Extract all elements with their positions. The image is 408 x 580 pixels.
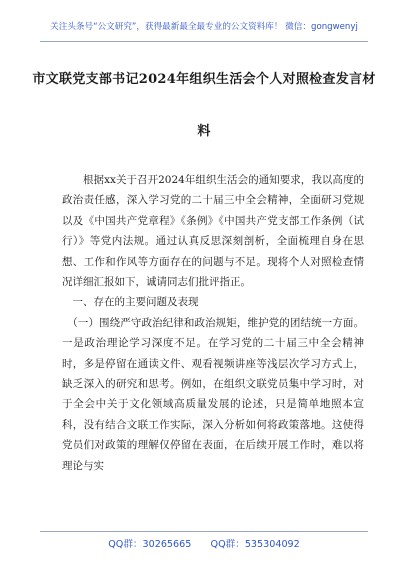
subsection-paragraph: （一）围绕严守政治纪律和政治规矩，维护党的团结统一方面。一是政治理论学习深度不足。在学习党的二十届三中全会精神时，多是停留在通读文件、观看视频讲座等浅层次学习方式上，缺乏深入的研究和思考。例如，在组织文联党员集中学习时，对于全会中关于文化领域高质量发展的论述，只是简单地照本宣科，没有结合文联工作实际，深入分析如何将政策落地。这使得党员们对政策的理解仅停留在表面，在后续开展工作时，难以将理论与实 xyxy=(62,316,364,472)
header-divider xyxy=(40,41,368,42)
document-body xyxy=(62,170,364,476)
section-heading: 一、存在的主要问题及表现 xyxy=(72,296,199,309)
intro-paragraph: 根据xx关于召开2024年组织生活会的通知要求，我以高度的政治责任感，深入学习党的二十届三中全会精神，全面研习党规以及《中国共产党章程》《条例》《中国共产党支部工作条例（试行）》等党内法规。通过认真反思深刻剖析，全面梳理自身在思想、工作和作风等方面存在的问题与不足。现将个人对照检查情况详细汇报如下，诚请同志们批评指正。 xyxy=(62,174,364,289)
document-title-line-1: 市文联党支部书记2024年组织生活会个人对照检查发言材 xyxy=(32,72,376,87)
footer-divider xyxy=(40,531,368,532)
footer-qq-groups: QQ群：30265665 QQ群：535304092 xyxy=(108,539,300,550)
document-title-line-2: 料 xyxy=(197,124,211,139)
header-promo-note: 关注头条号“公文研究”，获得最新最全最专业的公文资料库！ 微信：gongwenyj xyxy=(50,22,358,32)
